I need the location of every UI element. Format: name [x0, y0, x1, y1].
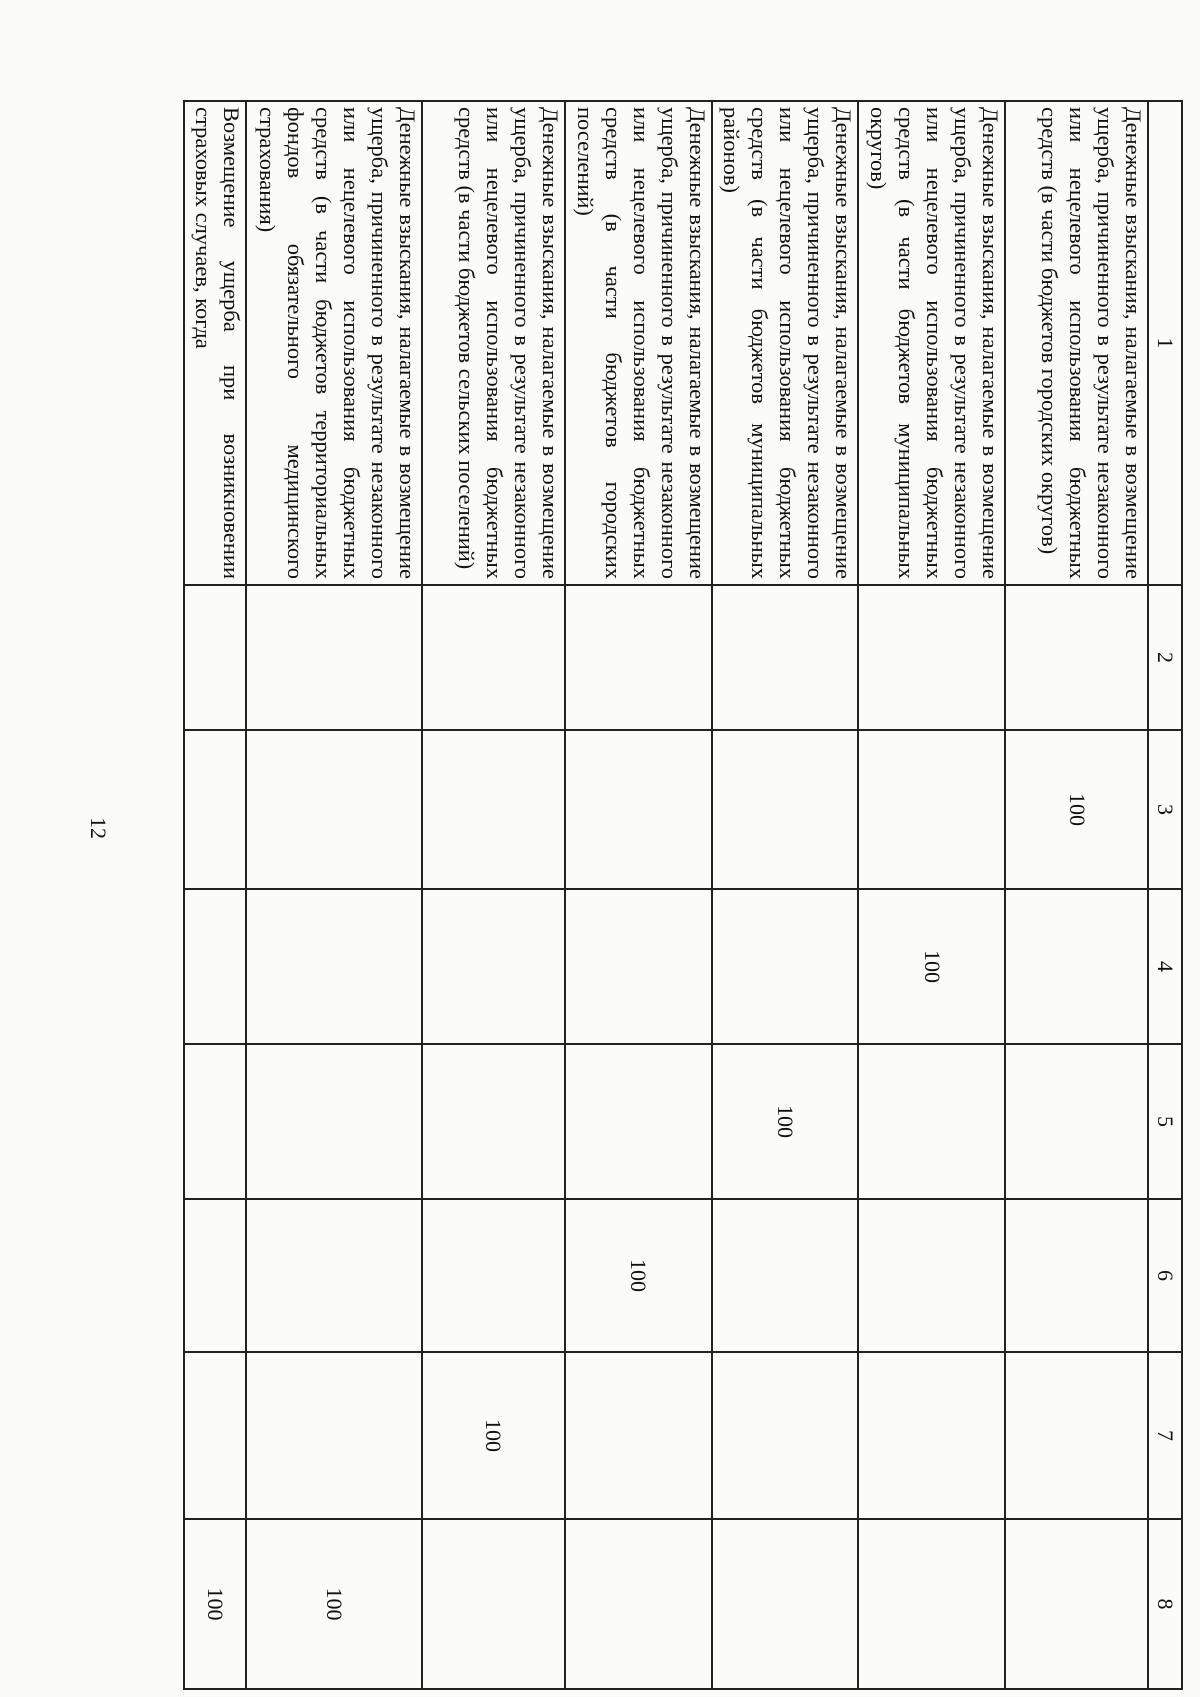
cell-col-6: [422, 1199, 565, 1352]
cell-col-4: [246, 889, 422, 1044]
table-row: [184, 101, 246, 1689]
column-header-5: 5: [1148, 1044, 1182, 1199]
table-row: [565, 101, 712, 1689]
cell-col-2: [246, 585, 422, 730]
cell-col-7: [184, 1352, 246, 1519]
row-description: Денежные взыскания, налагаемые в возмещение ущерба, причиненного в результате незаконного или нецелевого использования бюджетных средств (в части бюджетов сельских поселений): [422, 101, 565, 585]
cell-col-7: [712, 1352, 859, 1519]
row-description: Денежные взыскания, налагаемые в возмещение ущерба, причиненного в результате незаконного или нецелевого использования бюджетных средств (в части бюджетов городских поселений): [565, 101, 712, 585]
page-number: 12: [86, 817, 111, 839]
cell-col-6: [246, 1199, 422, 1352]
cell-col-3: [246, 730, 422, 889]
table-row: [712, 101, 859, 1689]
cell-col-8: 100: [184, 1519, 246, 1689]
cell-col-4: [184, 889, 246, 1044]
cell-col-8: [858, 1519, 1005, 1689]
row-description: Денежные взыскания, налагаемые в возмещение ущерба, причиненного в результате незаконного или нецелевого использования бюджетных средств (в части бюджетов территориальных фондов обязательного медицинского страхования): [246, 101, 422, 585]
header-row: [1148, 101, 1182, 1689]
row-description: Денежные взыскания, налагаемые в возмещение ущерба, причиненного в результате незаконного или нецелевого использования бюджетных средств (в части бюджетов муниципальных районов): [712, 101, 859, 585]
cell-col-7: [1005, 1352, 1148, 1519]
cell-col-3: 100: [1005, 730, 1148, 889]
cell-col-7: [246, 1352, 422, 1519]
revenue-distribution-table-container: [183, 100, 1183, 1688]
cell-col-6: 100: [565, 1199, 712, 1352]
column-header-1: 1: [1148, 101, 1182, 585]
table-row: [246, 101, 422, 1689]
cell-col-5: [1005, 1044, 1148, 1199]
cell-col-3: [422, 730, 565, 889]
cell-col-8: [422, 1519, 565, 1689]
cell-col-4: [565, 889, 712, 1044]
cell-col-2: [712, 585, 859, 730]
cell-col-7: [565, 1352, 712, 1519]
column-header-2: 2: [1148, 585, 1182, 730]
row-description: Возмещение ущерба при возникновении страховых случаев, когда: [184, 101, 246, 585]
cell-col-4: [422, 889, 565, 1044]
cell-col-3: [565, 730, 712, 889]
revenue-distribution-table: [183, 100, 1183, 1690]
column-header-3: 3: [1148, 730, 1182, 889]
column-header-6: 6: [1148, 1199, 1182, 1352]
cell-col-5: [246, 1044, 422, 1199]
cell-col-6: [858, 1199, 1005, 1352]
cell-col-5: [422, 1044, 565, 1199]
cell-col-2: [858, 585, 1005, 730]
column-header-7: 7: [1148, 1352, 1182, 1519]
table-row: [422, 101, 565, 1689]
cell-col-4: 100: [858, 889, 1005, 1044]
cell-col-4: [712, 889, 859, 1044]
table-row: [1005, 101, 1148, 1689]
cell-col-2: [422, 585, 565, 730]
cell-col-7: 100: [422, 1352, 565, 1519]
cell-col-6: [184, 1199, 246, 1352]
cell-col-8: [1005, 1519, 1148, 1689]
cell-col-2: [565, 585, 712, 730]
row-description: Денежные взыскания, налагаемые в возмещение ущерба, причиненного в результате незаконного или нецелевого использования бюджетных средств (в части бюджетов городских округов): [1005, 101, 1148, 585]
cell-col-7: [858, 1352, 1005, 1519]
cell-col-6: [1005, 1199, 1148, 1352]
cell-col-5: 100: [712, 1044, 859, 1199]
cell-col-8: 100: [246, 1519, 422, 1689]
column-header-8: 8: [1148, 1519, 1182, 1689]
table-row: [858, 101, 1005, 1689]
cell-col-3: [712, 730, 859, 889]
column-header-4: 4: [1148, 889, 1182, 1044]
cell-col-2: [1005, 585, 1148, 730]
row-description: Денежные взыскания, налагаемые в возмещение ущерба, причиненного в результате незаконного или нецелевого использования бюджетных средств (в части бюджетов муниципальных округов): [858, 101, 1005, 585]
cell-col-3: [858, 730, 1005, 889]
cell-col-5: [565, 1044, 712, 1199]
cell-col-4: [1005, 889, 1148, 1044]
cell-col-2: [184, 585, 246, 730]
cell-col-8: [565, 1519, 712, 1689]
cell-col-3: [184, 730, 246, 889]
cell-col-5: [184, 1044, 246, 1199]
cell-col-6: [712, 1199, 859, 1352]
cell-col-8: [712, 1519, 859, 1689]
cell-col-5: [858, 1044, 1005, 1199]
